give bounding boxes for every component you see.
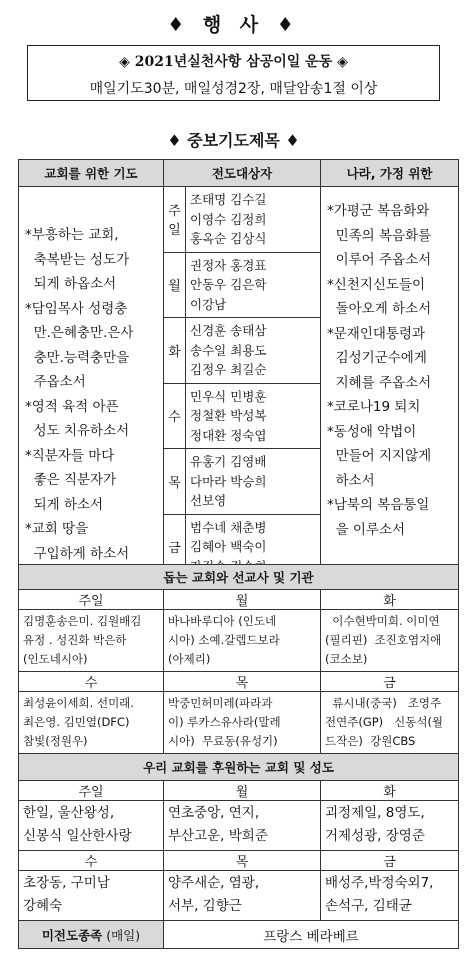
list-item: *부흥하는 교회, bbox=[25, 227, 119, 243]
target-name: 정대환 정숙엽 bbox=[190, 427, 267, 443]
header-targets: 전도대상자 bbox=[164, 160, 321, 187]
day-label: 목 bbox=[164, 449, 186, 515]
list-item: 축복받는 성도가 bbox=[25, 251, 130, 268]
mission-cell bbox=[164, 692, 321, 754]
list-item: 충만.능력충만을 bbox=[25, 349, 130, 366]
mission-line: 이) 루카스유사라(말레 bbox=[168, 715, 281, 729]
sponsor-line: 강혜숙 bbox=[23, 898, 63, 914]
mission-cell bbox=[321, 610, 459, 672]
sponsor-line: 서부, 김향근 bbox=[168, 898, 242, 914]
list-item: 만들어 지지않게 bbox=[327, 448, 432, 464]
event-line-1: ◈ 2021년실천사항 삼공이일 운동 ◈ bbox=[119, 54, 348, 70]
header-nation: 나라, 가정 위한 bbox=[321, 160, 459, 187]
list-item: *남북의 복음통일 bbox=[327, 497, 430, 513]
list-item: 돌아오게 하소서 bbox=[327, 301, 432, 317]
mission-line: 바나바루디아 (인도네 bbox=[168, 614, 277, 628]
mission-cell bbox=[19, 610, 164, 672]
day-header: 월 bbox=[164, 781, 321, 801]
sponsor-line: 배성주,박정숙외7, bbox=[325, 875, 434, 891]
day-header: 월 bbox=[164, 590, 321, 610]
sponsor-line: 연초중앙, 연지, bbox=[168, 805, 260, 821]
list-item: *영적 육적 아픈 bbox=[25, 398, 119, 415]
mission-line: (아제리) bbox=[168, 652, 211, 666]
target-name: 김정우 최길순 bbox=[190, 362, 267, 377]
day-header: 목 bbox=[164, 672, 321, 692]
list-item: *신천지신도들이 bbox=[327, 276, 426, 293]
page-title: ♦ 행 사 ♦ bbox=[167, 14, 300, 36]
day-header: 주일 bbox=[19, 590, 164, 610]
day-header: 수 bbox=[19, 672, 164, 692]
target-names bbox=[186, 449, 321, 515]
target-names bbox=[186, 383, 321, 449]
sponsor-line: 손석구, 김태균 bbox=[325, 898, 412, 914]
unreached-value: 프랑스 베라베르 bbox=[164, 921, 459, 949]
day-label: 금 bbox=[164, 514, 186, 580]
target-name: 선보영 bbox=[190, 493, 227, 508]
day-header: 금 bbox=[321, 851, 459, 871]
list-item: 만.은혜충만.은사 bbox=[25, 325, 134, 341]
prayer-table bbox=[18, 159, 459, 580]
target-name: 권정자 홍경표 bbox=[190, 257, 267, 273]
day-label: 주 일 bbox=[164, 187, 186, 253]
target-name: 다마라 박승희 bbox=[190, 473, 267, 489]
mission-line: (필리핀) 조진호염지애 bbox=[325, 633, 442, 647]
mission-line: 참빛(정원우) bbox=[23, 734, 88, 748]
list-item: 민족의 복음화를 bbox=[327, 227, 432, 244]
list-item: *담임목사 성령충 bbox=[25, 300, 128, 317]
mission-line: 류시내(중국) 조영주 bbox=[325, 696, 442, 710]
mission-line: 이수현박미희. 이미연 bbox=[325, 614, 440, 628]
target-name: 조태명 김수길 bbox=[190, 192, 267, 207]
day-header: 화 bbox=[321, 590, 459, 610]
list-item: 좋은 직분자가 bbox=[25, 472, 117, 488]
target-name: 범수네 채춘병 bbox=[190, 519, 267, 535]
mission-line: 시아) 소예.갈렙드보라 bbox=[168, 633, 280, 647]
sponsor-cell bbox=[164, 801, 321, 851]
sponsor-cell bbox=[321, 871, 459, 921]
target-name: 이강남 bbox=[190, 296, 227, 312]
mission-line: 시아) 무료동(유성기) bbox=[168, 734, 278, 748]
unreached-label: 미전도종족 bbox=[41, 927, 103, 943]
mission-line: 최성윤이세희. 선미래. bbox=[23, 696, 134, 710]
list-item: 되게 하소서 bbox=[25, 496, 104, 513]
target-name: 안동우 김은학 bbox=[190, 277, 267, 292]
sponsor-line: 한일, 울산왕성, bbox=[23, 805, 115, 821]
list-item: 되게 하옵소서 bbox=[25, 276, 117, 292]
church-prayer-list bbox=[19, 187, 164, 580]
mission-cell bbox=[19, 692, 164, 754]
event-box bbox=[27, 45, 440, 101]
list-item: 성도 치유하소서 bbox=[25, 423, 130, 439]
list-item: *교회 땅을 bbox=[25, 521, 89, 537]
target-name: 김혜아 백숙이 bbox=[190, 539, 267, 554]
day-label: 화 bbox=[164, 318, 186, 384]
sponsor-cell bbox=[19, 801, 164, 851]
mission-line: 유정 . 성진화 박은하 bbox=[23, 633, 127, 647]
support-table bbox=[18, 564, 459, 949]
sponsor-line: 양주새순, 염광, bbox=[168, 875, 260, 891]
list-item: 김성기군수에게 bbox=[327, 350, 427, 366]
mission-cell bbox=[321, 692, 459, 754]
mission-cell bbox=[164, 610, 321, 672]
event-line-2: 매일기도30분, 매일성경2장, 매달암송1절 이상 bbox=[89, 81, 378, 97]
missions-title: 돕는 교회와 선교사 및 기관 bbox=[19, 565, 459, 590]
sponsor-cell bbox=[321, 801, 459, 851]
unreached-label-cell bbox=[19, 921, 164, 949]
target-name: 정철환 박성복 bbox=[190, 408, 267, 423]
day-header: 화 bbox=[321, 781, 459, 801]
day-header: 수 bbox=[19, 851, 164, 871]
sponsor-line: 신봉식 일산한사랑 bbox=[23, 828, 132, 844]
list-item: 을 이루소서 bbox=[327, 521, 406, 538]
mission-line: 최은영. 김민열(DFC) bbox=[23, 715, 130, 729]
list-item: 지혜를 주옵소서 bbox=[327, 374, 432, 391]
list-item: 하소서 bbox=[327, 472, 375, 489]
day-label: 월 bbox=[164, 252, 186, 318]
sponsor-line: 초장동, 구미남 bbox=[23, 875, 110, 891]
mission-line: 전연주(GP) 신동석(월 bbox=[325, 715, 444, 729]
list-item: *직분자들 마다 bbox=[25, 447, 115, 464]
list-item: *문재인대통령과 bbox=[327, 325, 426, 342]
target-name: 송수일 최용도 bbox=[190, 342, 267, 358]
sponsor-cell bbox=[19, 871, 164, 921]
nation-prayer-list bbox=[321, 187, 459, 580]
day-header: 목 bbox=[164, 851, 321, 871]
day-header: 금 bbox=[321, 672, 459, 692]
list-item: 주옵소서 bbox=[25, 374, 86, 390]
target-name: 이영수 김정희 bbox=[190, 211, 267, 227]
list-item: *코로나19 퇴치 bbox=[327, 399, 421, 415]
target-names bbox=[186, 252, 321, 318]
sponsor-cell bbox=[164, 871, 321, 921]
prayer-title: ♦ 중보기도제목 ♦ bbox=[167, 131, 300, 150]
target-name: 신경훈 송태삼 bbox=[190, 323, 267, 338]
mission-line: (인도네시아) bbox=[23, 652, 88, 666]
target-name: 민우식 민병훈 bbox=[190, 388, 267, 404]
target-names bbox=[186, 318, 321, 384]
day-label: 수 bbox=[164, 383, 186, 449]
sponsors-title: 우리 교회를 후원하는 교회 및 성도 bbox=[19, 754, 459, 781]
unreached-suffix: (매일) bbox=[102, 927, 141, 943]
mission-line: 드작은) 강원CBS bbox=[325, 734, 416, 748]
mission-line: 김명훈송은미. 김원배김 bbox=[23, 614, 142, 628]
header-church: 교회를 위한 기도 bbox=[19, 160, 164, 187]
sponsor-line: 거제성광, 장영준 bbox=[325, 828, 425, 844]
list-item: 이루어 주옵소서 bbox=[327, 252, 432, 268]
target-name: 홍옥순 김상식 bbox=[190, 231, 267, 246]
list-item: 구입하게 하소서 bbox=[25, 545, 130, 562]
mission-line: 박중민허미레(파라과 bbox=[168, 696, 273, 710]
sponsor-line: 부산고운, 박희준 bbox=[168, 828, 268, 844]
list-item: *가평군 복음화와 bbox=[327, 203, 430, 219]
target-names bbox=[186, 187, 321, 253]
sponsor-line: 괴정제일, 8영도, bbox=[325, 805, 425, 821]
target-name: 유홍기 김영배 bbox=[190, 454, 267, 469]
list-item: *동성애 악법이 bbox=[327, 423, 417, 440]
day-header: 주일 bbox=[19, 781, 164, 801]
mission-line: (코소보) bbox=[325, 652, 368, 666]
